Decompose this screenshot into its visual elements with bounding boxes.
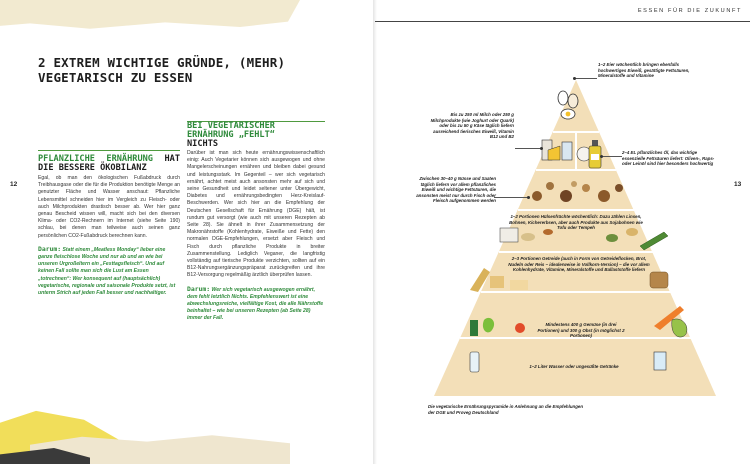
label-legumes: 1–2 Portionen Hülsenfrüchte wöchentlich: Dazu zählen Linsen, Bohnen, Kichererbsen, aber auch Produkte aus Sojabohnen wie Tofu oder Tempeh xyxy=(509,214,643,231)
page-number-left: 12 xyxy=(10,181,18,188)
label-eggs: 1–2 Eier wöchentlich bringen ebenfalls hochwertiges Eiweiß, gesättigte Fettsäuren, Mineralstoffe und Vitamine xyxy=(598,62,690,79)
leader-eggs xyxy=(575,78,597,79)
darum-text: Statt einem „Meatless Monday“ lieber eine ganze fleischlose Woche und nur ab und an wie bei unseren Urgroßeltern ein „Festtagsfleisch“. Und auf keinen Fall sollte man sich die Lust am Essen „totrechnen“: Wer konsequent auf (hauptsächlich) vegetarische, regionale und saisonale Produkte setzt, ist unterm Strich auf jeden Fall besser und nachhaltiger. xyxy=(38,246,176,297)
label-nuts: Zwischen 30–40 g Nüsse und Saaten täglich liefern vor allem pflanzliches Eiweiß und wichtige Fettsäuren, die ansonsten meist nur durch Fisch oder Fleisch aufgenommen werden xyxy=(416,176,496,204)
label-oil: 2–4 EL pflanzliches Öl, das wichtige essenzielle Fettsäuren liefert: Oliven-, Raps- oder Leinöl sind hier besonders hochwertig xyxy=(622,150,715,167)
darum-label: Darum: xyxy=(38,244,62,253)
label-vegetables: Mindestens 400 g Gemüse (in drei Portionen) und 300 g Obst (in möglichst 2 Portionen) xyxy=(537,322,625,339)
leader-dot-nuts xyxy=(527,196,530,199)
section-body-2: Darüber ist man sich heute ernährungswissenschaftlich einig: Auch Vegetarier können sich ausgewogen und ohne Mangelerscheinungen ernähren und bleiben dabei gesund und leistungsstark. Im Gegenteil – wer sich vegetarisch ernährt, achtet meist auch ansonsten mehr auf sich und seine Gesundheit und leidet seltener unter Übergewicht, Diabetes und ernährungsbedingten Herz-Kreislauf-Beschwerden. Wer sich hier an die Empfehlung der Deutschen Gesellschaft für Ernährung (DGE) hält, ist rundum gut versorgt (wie auch mit unseren Rezepten ab Seite 28). Sie ähnelt in ihrer Zusammensetzung der Makronährstoffe (Kohlenhydrate, Eiweiße und Fette) den normalen DGE-Empfehlungen, ersetzt aber Fleisch und Fisch durch pflanzliche Produkte in breiter Zusammenstellung. Lediglich Veganer, die langfristig vollständig auf tierische Produkte verzichten, sollten auf ein B12-Nahrungsergänzungspräparat zurückgreifen und ihre B12-Versorgung regelmäßig ärztlich überprüfen lassen. xyxy=(187,150,325,279)
pyramid-caption: Die vegetarische Ernährungspyramide in Anlehnung an die Empfehlungen der DGE und Proveg Deutschland xyxy=(428,404,584,415)
label-milk: Bis zu 250 ml Milch oder 250 g Milchprodukte (wie Joghurt oder Quark) oder bis zu 50 g Käse täglich liefern ausreichend tierisches Eiweiß, Vitamin B12 und B2 xyxy=(430,112,514,140)
leader-dot-eggs xyxy=(573,77,576,80)
heading-green-part-2: BEI VEGETARISCHER ERNÄHRUNG „FEHLT“ xyxy=(187,121,275,141)
label-grains: 2–3 Portionen Getreide (auch in Form von Getreideflocken, Brot, Nudeln oder Reis – idealerweise in Vollkorn-Version) – die vor allem Kohlenhydrate, Vitamine, Mineralstoffe und Ballaststoffe liefern xyxy=(508,256,650,273)
leader-dot-milk xyxy=(540,147,543,150)
leader-dot-oil xyxy=(600,155,603,158)
heading-dark-part-2: NICHTS xyxy=(187,139,219,150)
label-water: 1–2 Liter Wasser oder ungesüßte Getränke xyxy=(529,364,619,369)
section-body: Egal, ob man den ökologischen Fußabdruck durch Treibhausgase oder die für die Produktion benötigte Menge an genutzter Fläche und Wasser anschaut: Pflanzliche Lebensmittel schneiden hier im Vergleich zu Fleisch- oder auch Milchprodukten drastisch besser ab. Wer hier ganz genau Bescheid wissen will, macht sich bei den diversen Klima- oder CO2-Rechnern im Internet (siehe Seite 190) schlau, bei denen man teilweise auch seinen ganz persönlichen CO2-Fußabdruck berechnen kann. xyxy=(38,175,180,239)
title-line-1: 2 EXTREM WICHTIGE GRÜNDE, (MEHR) xyxy=(38,55,286,70)
heading-dark-part: HAT DIE BESSERE ÖKOBILANZ xyxy=(38,154,180,173)
page-number-right: 13 xyxy=(734,181,742,188)
darum-text-2: Wer sich vegetarisch ausgewogen ernährt, dem fehlt letztlich Nichts. Empfehlenswert ist eine abwechslungsreiche, vielfältige Kost, die alle Nährstoffe beinhaltet – wie bei unseren Rezepten (ab Seite 28) immer der Fall. xyxy=(187,286,324,322)
leader-nuts xyxy=(494,197,528,198)
leader-oil xyxy=(602,156,622,157)
running-header: ESSEN FÜR DIE ZUKUNFT xyxy=(637,8,742,14)
leader-milk xyxy=(515,148,541,149)
darum-label-2: Darum: xyxy=(187,284,211,293)
title-line-2: VEGETARISCH ZU ESSEN xyxy=(38,70,193,85)
heading-green-part: PFLANZLICHE ERNÄHRUNG xyxy=(38,154,153,164)
